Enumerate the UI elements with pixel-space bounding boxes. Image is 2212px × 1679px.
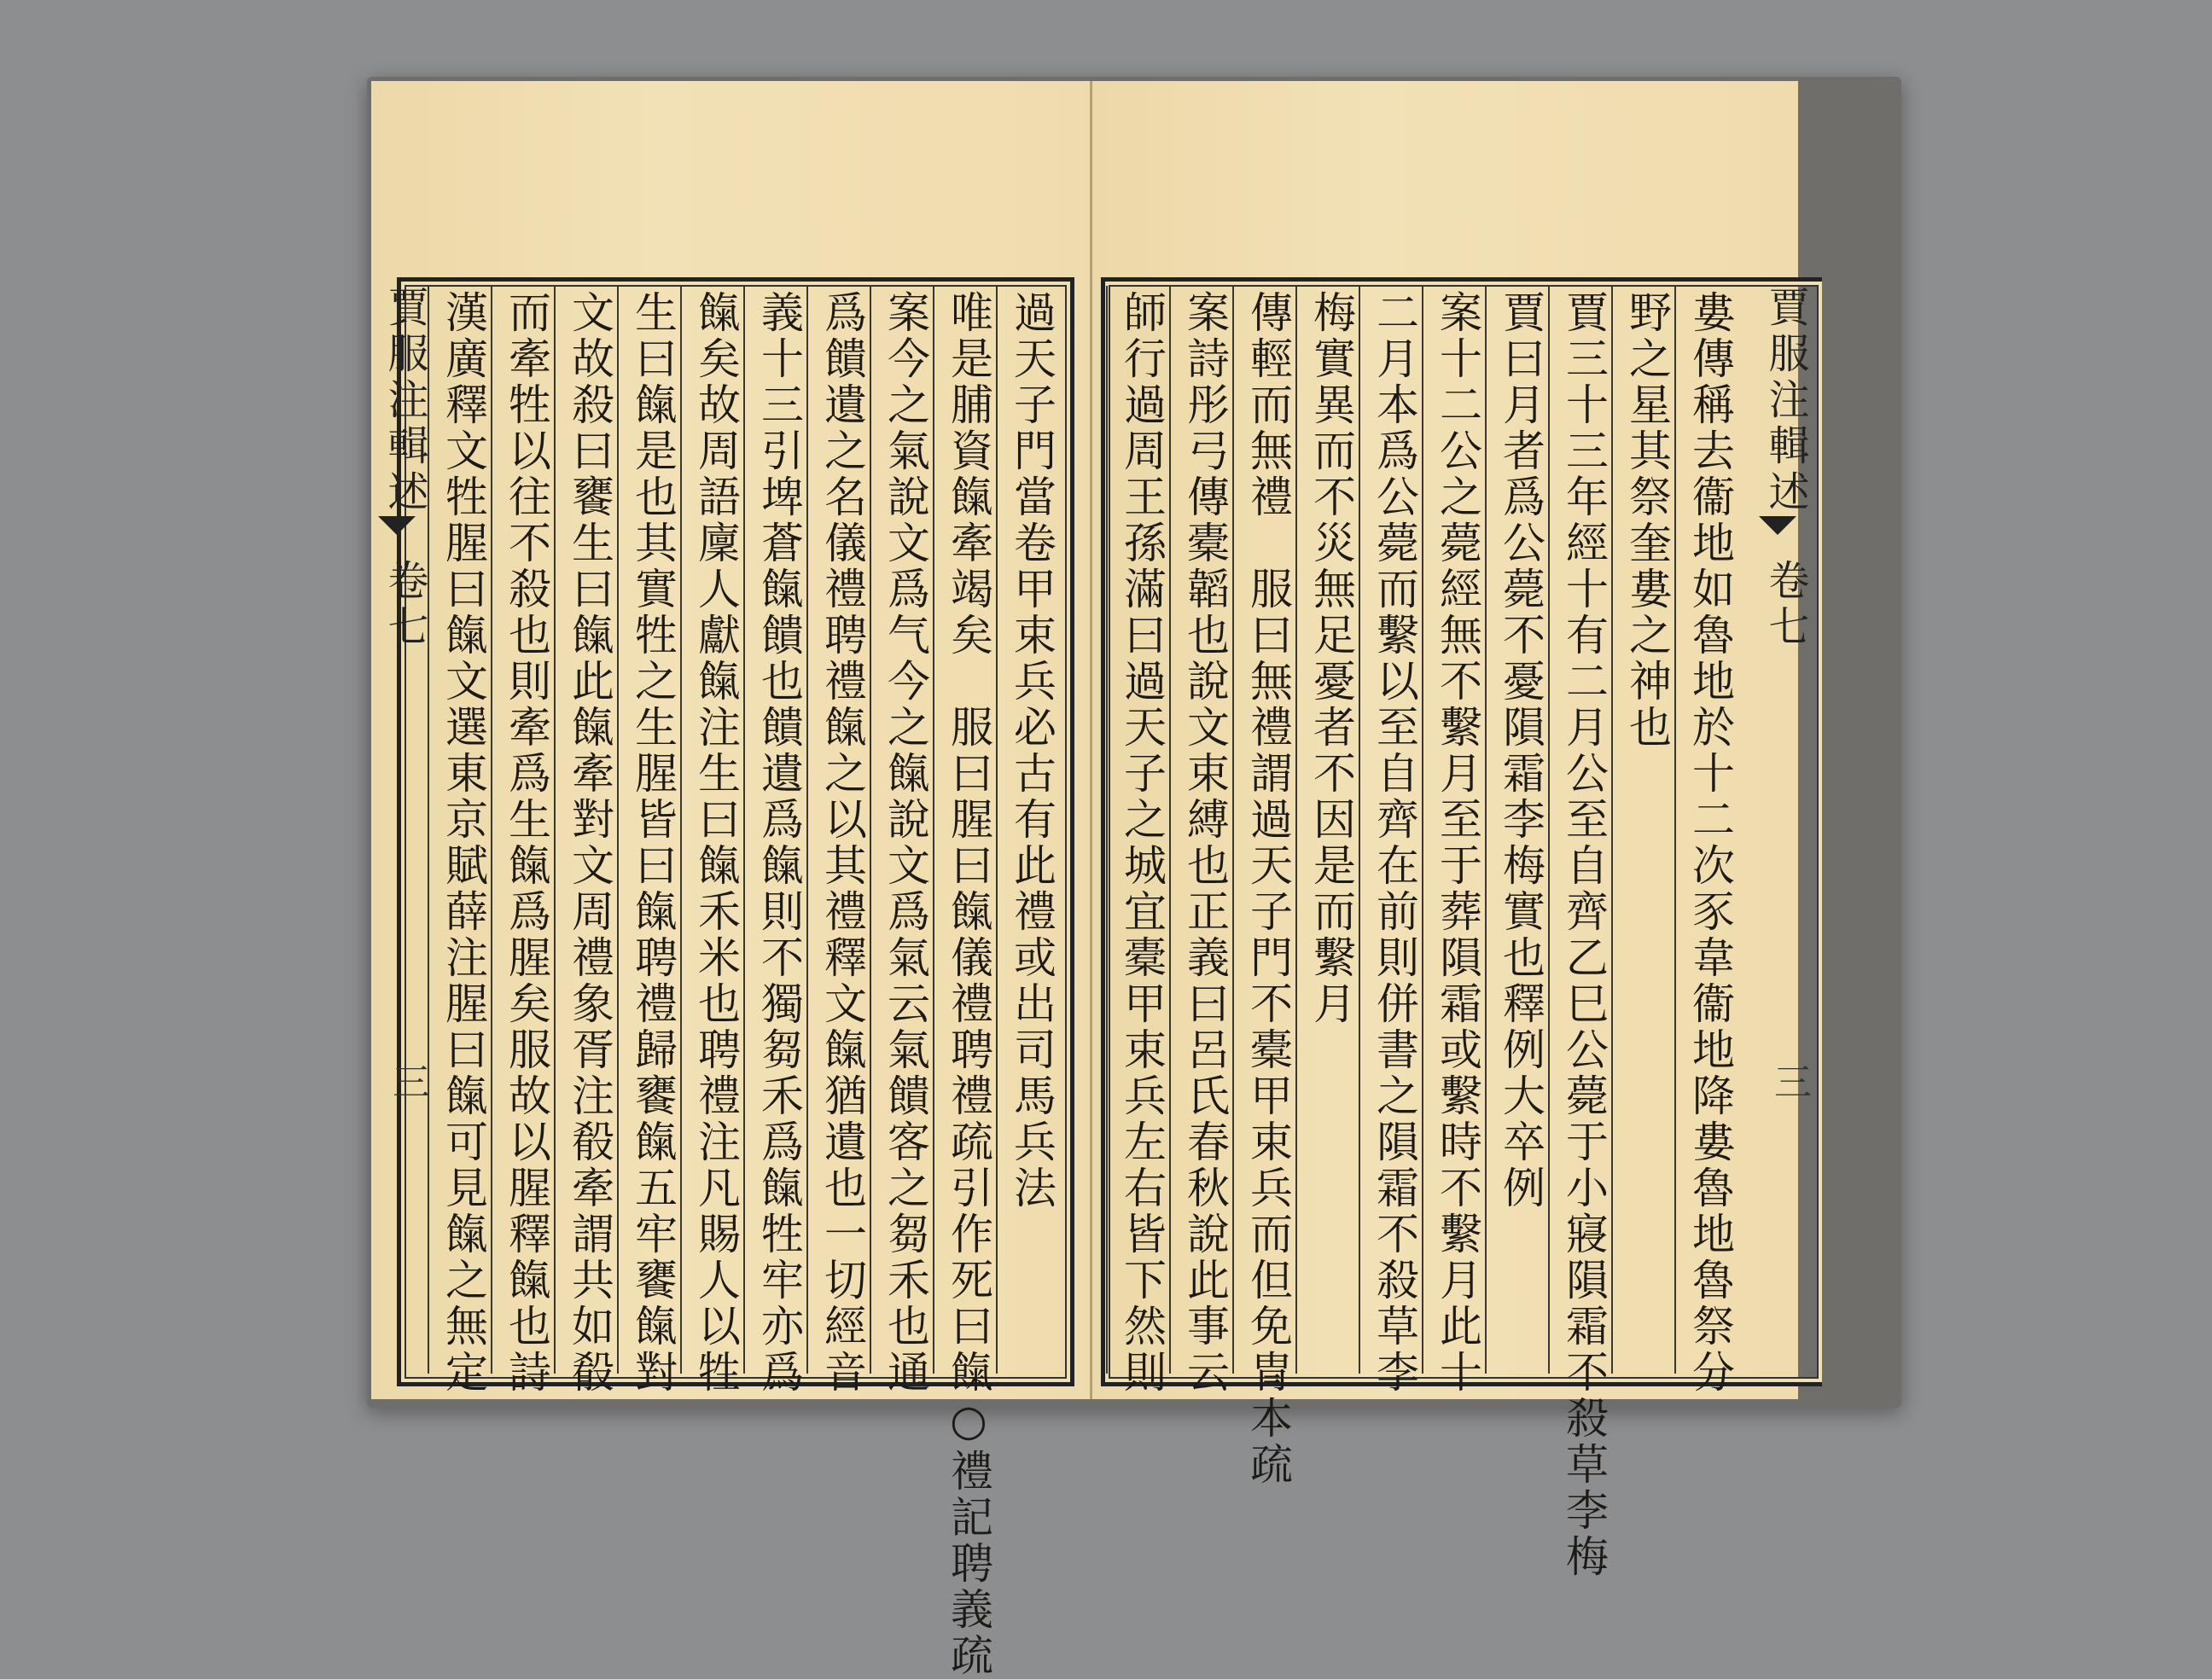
left-banner-title: 賈服注輯述 [381, 286, 428, 516]
left-column: 義十三引埤蒼餼饋也饋遺爲餼則不獨芻禾爲餼牲牢亦爲 [754, 290, 804, 1396]
left-column: 餼矣故周語廩人獻餼注生曰餼禾米也聘禮注凡賜人以牲 [691, 290, 741, 1396]
left-column: 而牽牲以往不殺也則牽爲生餼爲腥矣服故以腥釋餼也詩 [502, 290, 551, 1396]
right-volume-label: 卷七 [1761, 559, 1809, 651]
column-rule [1106, 286, 1108, 1374]
left-column: 唯是脯資餼牽竭矣 服曰腥曰餼儀禮聘禮疏引作死曰餼○禮記聘義疏 [944, 290, 993, 1679]
fishtail-mark [1759, 516, 1796, 535]
left-column: 過天子門當卷甲束兵必古有此禮或出司馬兵法 [1007, 290, 1057, 1211]
fishtail-mark [378, 516, 416, 535]
left-column: 案今之氣說文爲气今之餼說文爲氣云氣饋客之芻禾也通 [881, 290, 930, 1396]
right-column: 傳輕而無禮 服曰無禮謂過天子門不橐甲束兵而但免冑本疏 [1243, 290, 1293, 1488]
right-column: 賈三十三年經十有二月公至自齊乙巳公薨于小寢隕霜不殺草李梅 [1559, 290, 1609, 1580]
right-column: 梅實異而不災無足憂者不因是而繫月 [1307, 290, 1356, 1027]
right-column: 案詩彤弓傳橐韜也說文束縛也正義曰呂氏春秋說此事云 [1180, 290, 1230, 1396]
right-column: 野之星其祭奎婁之神也 [1622, 290, 1672, 751]
right-column: 二月本爲公薨而繫以至自齊在前則併書之隕霜不殺草李 [1370, 290, 1419, 1396]
right-page-number: 三 [1767, 1062, 1811, 1100]
right-column: 賈曰月者爲公薨不憂隕霜李梅實也釋例大卒例 [1496, 290, 1545, 1211]
left-page [371, 81, 1090, 1679]
left-column: 生曰餼是也其實牲之生腥皆曰餼聘禮歸饔餼五牢饔餼對 [628, 290, 678, 1396]
left-page-number: 三 [386, 1062, 429, 1100]
right-page [1092, 81, 1811, 1580]
left-column: 爲饋遺之名儀禮聘禮餼之以其禮釋文餼猶遺也一切經音 [818, 290, 867, 1396]
left-column: 文故殺曰饔生曰餼此餼牽對文周禮象胥注殽牽謂共如殽 [565, 290, 614, 1396]
left-column: 漢廣釋文牲腥曰餼文選東京賦薛注腥曰餼可見餼之無定 [439, 290, 488, 1396]
right-banner-title: 賈服注輯述 [1761, 286, 1809, 516]
right-column: 婁傳稱去衞地如魯地於十二次豕韋衞地降婁魯地魯祭分 [1685, 290, 1735, 1396]
left-volume-label: 卷七 [381, 559, 428, 651]
right-column: 師行過周王孫滿曰過天子之城宜橐甲束兵左右皆下然則 [1117, 290, 1167, 1396]
right-column: 案十二公之薨經無不繫月至于葬隕霜或繫時不繫月此十 [1433, 290, 1482, 1396]
